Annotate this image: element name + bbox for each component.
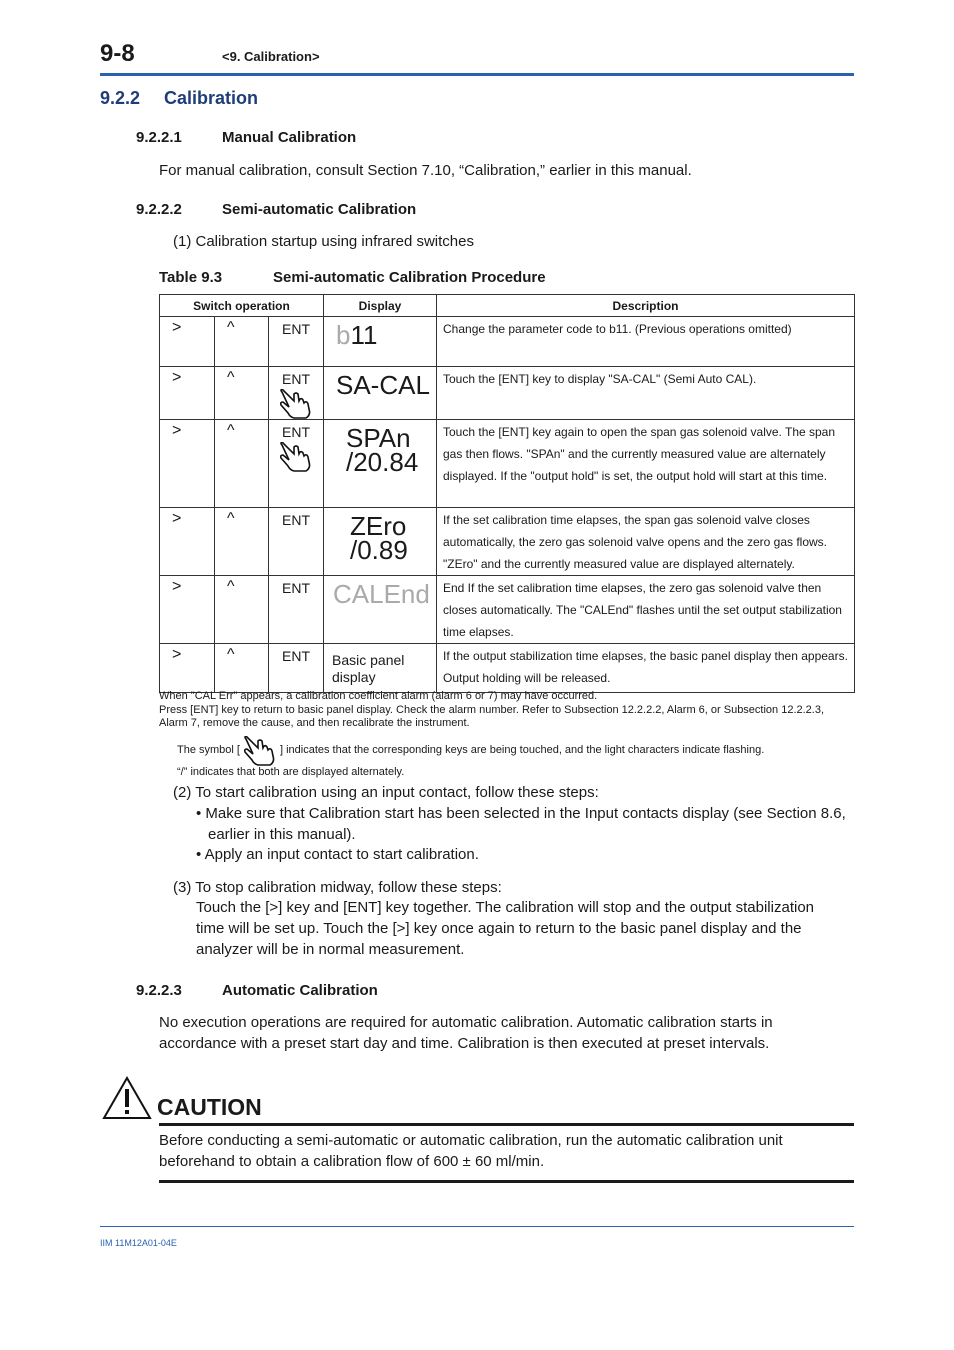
contact-bullet1: [196, 803, 846, 845]
contact-step3-text: Touch the [>] key and [ENT] key together. The calibration will stop and the output stabilization time will be set up. Touch the [>] key once again to return to the basic panel display and the analyzer will be in normal measurement.: [196, 899, 815, 958]
manual-text: For manual calibration, consult Section 7.10, “Calibration,” earlier in this manual.: [159, 162, 692, 179]
header-description: Description: [437, 295, 855, 317]
slash-note: “/” indicates that both are displayed alternately.: [177, 766, 405, 778]
right-key: >: [160, 367, 215, 420]
description-cell: If the output stabilization time elapses, the basic panel display then appears. Output holding will be released.: [437, 644, 855, 693]
display-cell: [324, 508, 437, 576]
up-key: ^: [215, 420, 269, 508]
section-number: 9.2.2: [100, 88, 141, 108]
up-key: ^: [215, 644, 269, 693]
ent-key: [269, 420, 324, 508]
semi-heading: [136, 201, 416, 218]
up-key: ^: [215, 508, 269, 576]
header-switch: Switch operation: [160, 295, 324, 317]
manual-heading: [136, 129, 356, 146]
header-rule: [100, 73, 854, 76]
ent-label: ENT: [282, 424, 310, 440]
table-row: [160, 420, 855, 508]
warning-triangle-icon: [102, 1076, 152, 1120]
auto-number: 9.2.2.3: [136, 982, 182, 999]
table-row: [160, 317, 855, 367]
display-flash: b: [336, 320, 351, 350]
up-key: ^: [215, 576, 269, 644]
right-key: >: [160, 317, 215, 367]
note-cal-err: When "CAL Err" appears, a calibration coefficient alarm (alarm 6 or 7) may have occurred.: [159, 690, 598, 702]
semi-title: Semi-automatic Calibration: [222, 201, 417, 218]
section-title: Calibration: [164, 88, 259, 108]
ent-key: [269, 317, 324, 367]
table-caption-title: Semi-automatic Calibration Procedure: [273, 269, 546, 286]
right-key: >: [160, 644, 215, 693]
procedure-table: [159, 294, 855, 693]
display-line-1: SPAn: [346, 423, 411, 453]
manual-number: 9.2.2.1: [136, 129, 182, 146]
table-row: [160, 508, 855, 576]
table-note: [159, 690, 849, 731]
contact-bullet2: • Apply an input contact to start calibration.: [196, 846, 479, 863]
up-key: ^: [215, 317, 269, 367]
description-cell: Touch the [ENT] key again to open the span gas solenoid valve. The span gas then flows. "SPAn" and the currently measured value are alternately displayed. If the "output hold" is set, the output hold will start at this time.: [437, 420, 855, 508]
auto-title: Automatic Calibration: [222, 982, 378, 999]
note-press-ent: Press [ENT] key to return to basic panel display. Check the alarm number. Refer to Subsection 12.2.2.2, Alarm 6, or Subsection 12.2.2.3, Alarm 7, remove the cause, and then recalibrate the instrument.: [159, 703, 825, 729]
right-key: >: [160, 508, 215, 576]
table-row: [160, 367, 855, 420]
description-cell: End If the set calibration time elapses, the zero gas solenoid valve then closes automatically. The "CALEnd" flashes until the set output stabilization time elapses.: [437, 576, 855, 644]
display-cell: [324, 317, 437, 367]
table-caption-number: Table 9.3: [159, 269, 223, 286]
description-cell: Touch the [ENT] key to display "SA-CAL" (Semi Auto CAL).: [437, 367, 855, 420]
table-header-row: [160, 295, 855, 317]
display-cell: SA-CAL: [324, 367, 437, 420]
display-line-2: /20.84: [346, 447, 419, 477]
contact-bullet1-text: • Make sure that Calibration start has been selected in the Input contacts display (see Section 8.6, earlier in this manual).: [196, 805, 846, 843]
description-cell: If the set calibration time elapses, the span gas solenoid valve closes automatically, the zero gas solenoid valve opens and the zero gas flows. "ZEro" and the currently measured value are displayed alternately.: [437, 508, 855, 576]
semi-number: 9.2.2.2: [136, 201, 182, 218]
ent-label: ENT: [282, 648, 310, 664]
semi-step1: (1) Calibration startup using infrared switches: [173, 233, 474, 250]
footer-rule: [100, 1226, 854, 1227]
auto-heading: [136, 982, 378, 999]
caution-title: CAUTION: [157, 1094, 262, 1120]
hand-touch-icon: [278, 442, 314, 472]
ent-label: ENT: [282, 512, 310, 528]
caution-bottom-rule: [159, 1180, 854, 1183]
ent-key: [269, 508, 324, 576]
table-row: [160, 576, 855, 644]
contact-step3: (3) To stop calibration midway, follow these steps:: [173, 879, 502, 896]
display-cell: CALEnd: [324, 576, 437, 644]
display-value: 11: [350, 320, 378, 350]
hand-touch-icon: [240, 736, 280, 766]
section-heading: [100, 88, 258, 109]
symbol-note: [177, 736, 857, 766]
display-cell: Basic panel display: [324, 644, 437, 693]
hand-touch-icon: [278, 389, 314, 419]
ent-label: ENT: [282, 580, 310, 596]
page-number: 9-8: [100, 40, 135, 67]
symbol-note-pre: The symbol [: [177, 744, 240, 757]
table-caption: [159, 269, 546, 286]
right-key: >: [160, 420, 215, 508]
table-row: [160, 644, 855, 693]
display-line-2: /0.89: [350, 535, 408, 565]
right-key: >: [160, 576, 215, 644]
auto-text: No execution operations are required for automatic calibration. Automatic calibration starts in accordance with a preset start day and time. Calibration is then executed at preset intervals.: [159, 1014, 773, 1052]
display-cell: [324, 420, 437, 508]
header-display: Display: [324, 295, 437, 317]
up-key: ^: [215, 367, 269, 420]
description-cell: Change the parameter code to b11. (Previous operations omitted): [437, 317, 855, 367]
ent-label: ENT: [282, 371, 310, 387]
caution-top-rule: [159, 1123, 854, 1126]
document-id: IIM 11M12A01-04E: [100, 1238, 177, 1248]
contact-step2: (2) To start calibration using an input contact, follow these steps:: [173, 784, 599, 801]
caution-text: Before conducting a semi-automatic or automatic calibration, run the automatic calibration unit beforehand to obtain a calibration flow of 600 ± 60 ml/min.: [159, 1132, 783, 1170]
manual-title: Manual Calibration: [222, 129, 357, 146]
symbol-note-post: ] indicates that the corresponding keys are being touched, and the light characters indicate flashing.: [279, 744, 765, 757]
ent-key: [269, 644, 324, 693]
ent-label: ENT: [282, 321, 310, 337]
ent-key: [269, 367, 324, 420]
ent-key: [269, 576, 324, 644]
running-title: <9. Calibration>: [222, 49, 320, 64]
display-line-1: ZEro: [350, 511, 407, 541]
